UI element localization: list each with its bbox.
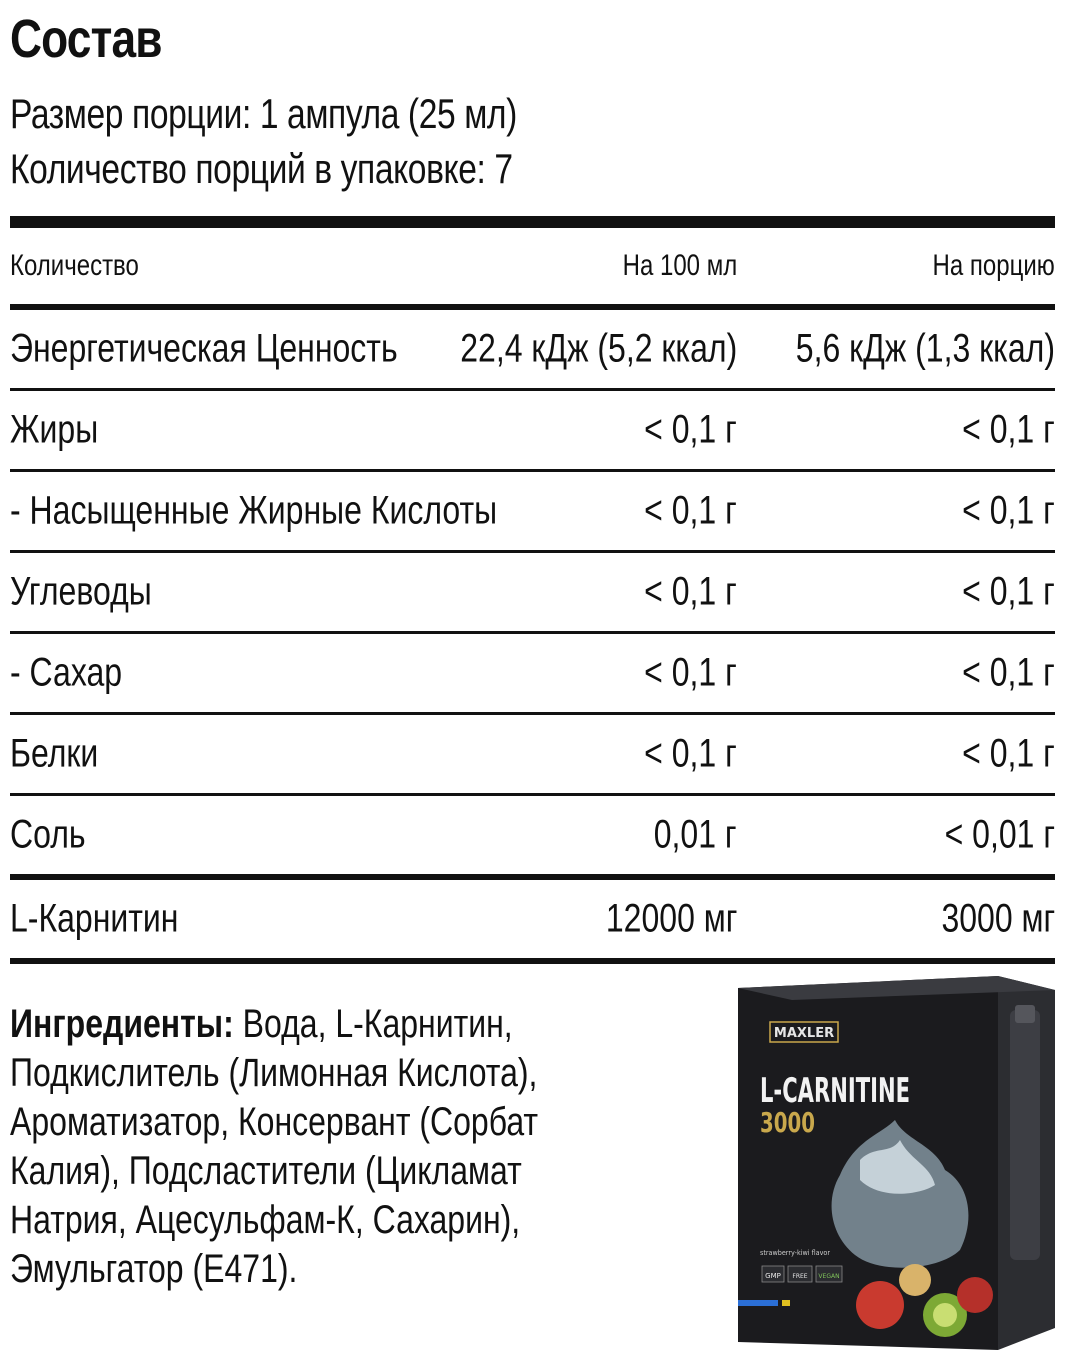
badge-vegan: VEGAN (818, 1273, 840, 1280)
ingredients-block (10, 1000, 690, 1294)
strawberry-shape (957, 1277, 993, 1313)
value-per-serving: 5,6 кДж (1,3 ккал) (795, 326, 1055, 371)
nutrient-name: Жиры (10, 407, 99, 452)
ampoule-cap (1015, 1005, 1035, 1023)
ingredients-line: Калия), Подсластители (Цикламат (10, 1149, 522, 1193)
value-per-100ml: 12000 мг (605, 896, 737, 941)
nutrient-name: Соль (10, 812, 86, 857)
table-row (10, 715, 1055, 793)
value-per-100ml: < 0,1 г (644, 731, 737, 776)
flag-stripe (782, 1300, 790, 1306)
badge-gmp: GMP (765, 1272, 781, 1280)
strawberry-shape (856, 1281, 904, 1329)
nutrient-name: L-Карнитин (10, 896, 179, 941)
value-per-serving: 3000 мг (941, 896, 1055, 941)
ampoule-silhouette (1010, 1010, 1040, 1260)
value-per-100ml: < 0,1 г (644, 488, 737, 533)
table-row (10, 391, 1055, 469)
value-per-serving: < 0,1 г (962, 569, 1055, 614)
product-dose: 3000 (760, 1106, 815, 1139)
blue-stripe (738, 1300, 778, 1306)
ingredients-line: Подкислитель (Лимонная Кислота), (10, 1051, 538, 1095)
table-bottom-rule (10, 958, 1055, 964)
value-per-serving: < 0,01 г (944, 812, 1055, 857)
product-flavor: strawberry-kiwi flavor (760, 1249, 831, 1257)
value-per-100ml: < 0,1 г (644, 650, 737, 695)
value-per-100ml: 22,4 кДж (5,2 ккал) (460, 326, 737, 371)
header-per-serving: На порцию (932, 249, 1055, 282)
ingredients-line: Натрия, Ацесульфам-К, Сахарин), (10, 1198, 521, 1242)
header-amount: Количество (10, 249, 139, 282)
nutrient-name: Энергетическая Ценность (10, 326, 398, 371)
page-title: Состав (10, 9, 162, 69)
table-row (10, 472, 1055, 550)
ingredients-label: Ингредиенты: (10, 1002, 234, 1046)
ingredients-line: Эмульгатор (E471). (10, 1247, 298, 1291)
ingredients-line (10, 1000, 554, 1049)
fruit-shape (899, 1264, 931, 1296)
table-top-rule (10, 216, 1055, 228)
badge-free: FREE (792, 1273, 808, 1280)
value-per-serving: < 0,1 г (962, 488, 1055, 533)
nutrition-table (10, 216, 1055, 964)
value-per-100ml: 0,01 г (654, 812, 737, 857)
nutrient-name: - Насыщенные Жирные Кислоты (10, 488, 498, 533)
table-row (10, 880, 1055, 958)
value-per-100ml: < 0,1 г (644, 407, 737, 452)
brand-logo: MAXLER (773, 1026, 835, 1041)
table-header-row (10, 228, 1055, 304)
table-row (10, 553, 1055, 631)
product-box-image (730, 970, 1060, 1355)
value-per-100ml: < 0,1 г (644, 569, 737, 614)
header-per-100ml: На 100 мл (622, 249, 737, 282)
ingredients-text: Вода, L-Карнитин, (233, 1002, 513, 1046)
value-per-serving: < 0,1 г (962, 407, 1055, 452)
product-name: L-CARNITINE (760, 1071, 910, 1111)
table-row (10, 796, 1055, 874)
value-per-serving: < 0,1 г (962, 650, 1055, 695)
nutrient-name: Белки (10, 731, 99, 776)
nutrient-name: Углеводы (10, 569, 152, 614)
ingredients-line: Ароматизатор, Консервант (Сорбат (10, 1100, 539, 1144)
table-row (10, 634, 1055, 712)
servings-per-package: Количество порций в упаковке: 7 (10, 145, 513, 192)
nutrient-name: - Сахар (10, 650, 123, 695)
table-row (10, 310, 1055, 388)
serving-size: Размер порции: 1 ампула (25 мл) (10, 90, 517, 137)
value-per-serving: < 0,1 г (962, 731, 1055, 776)
kiwi-core (933, 1303, 957, 1327)
